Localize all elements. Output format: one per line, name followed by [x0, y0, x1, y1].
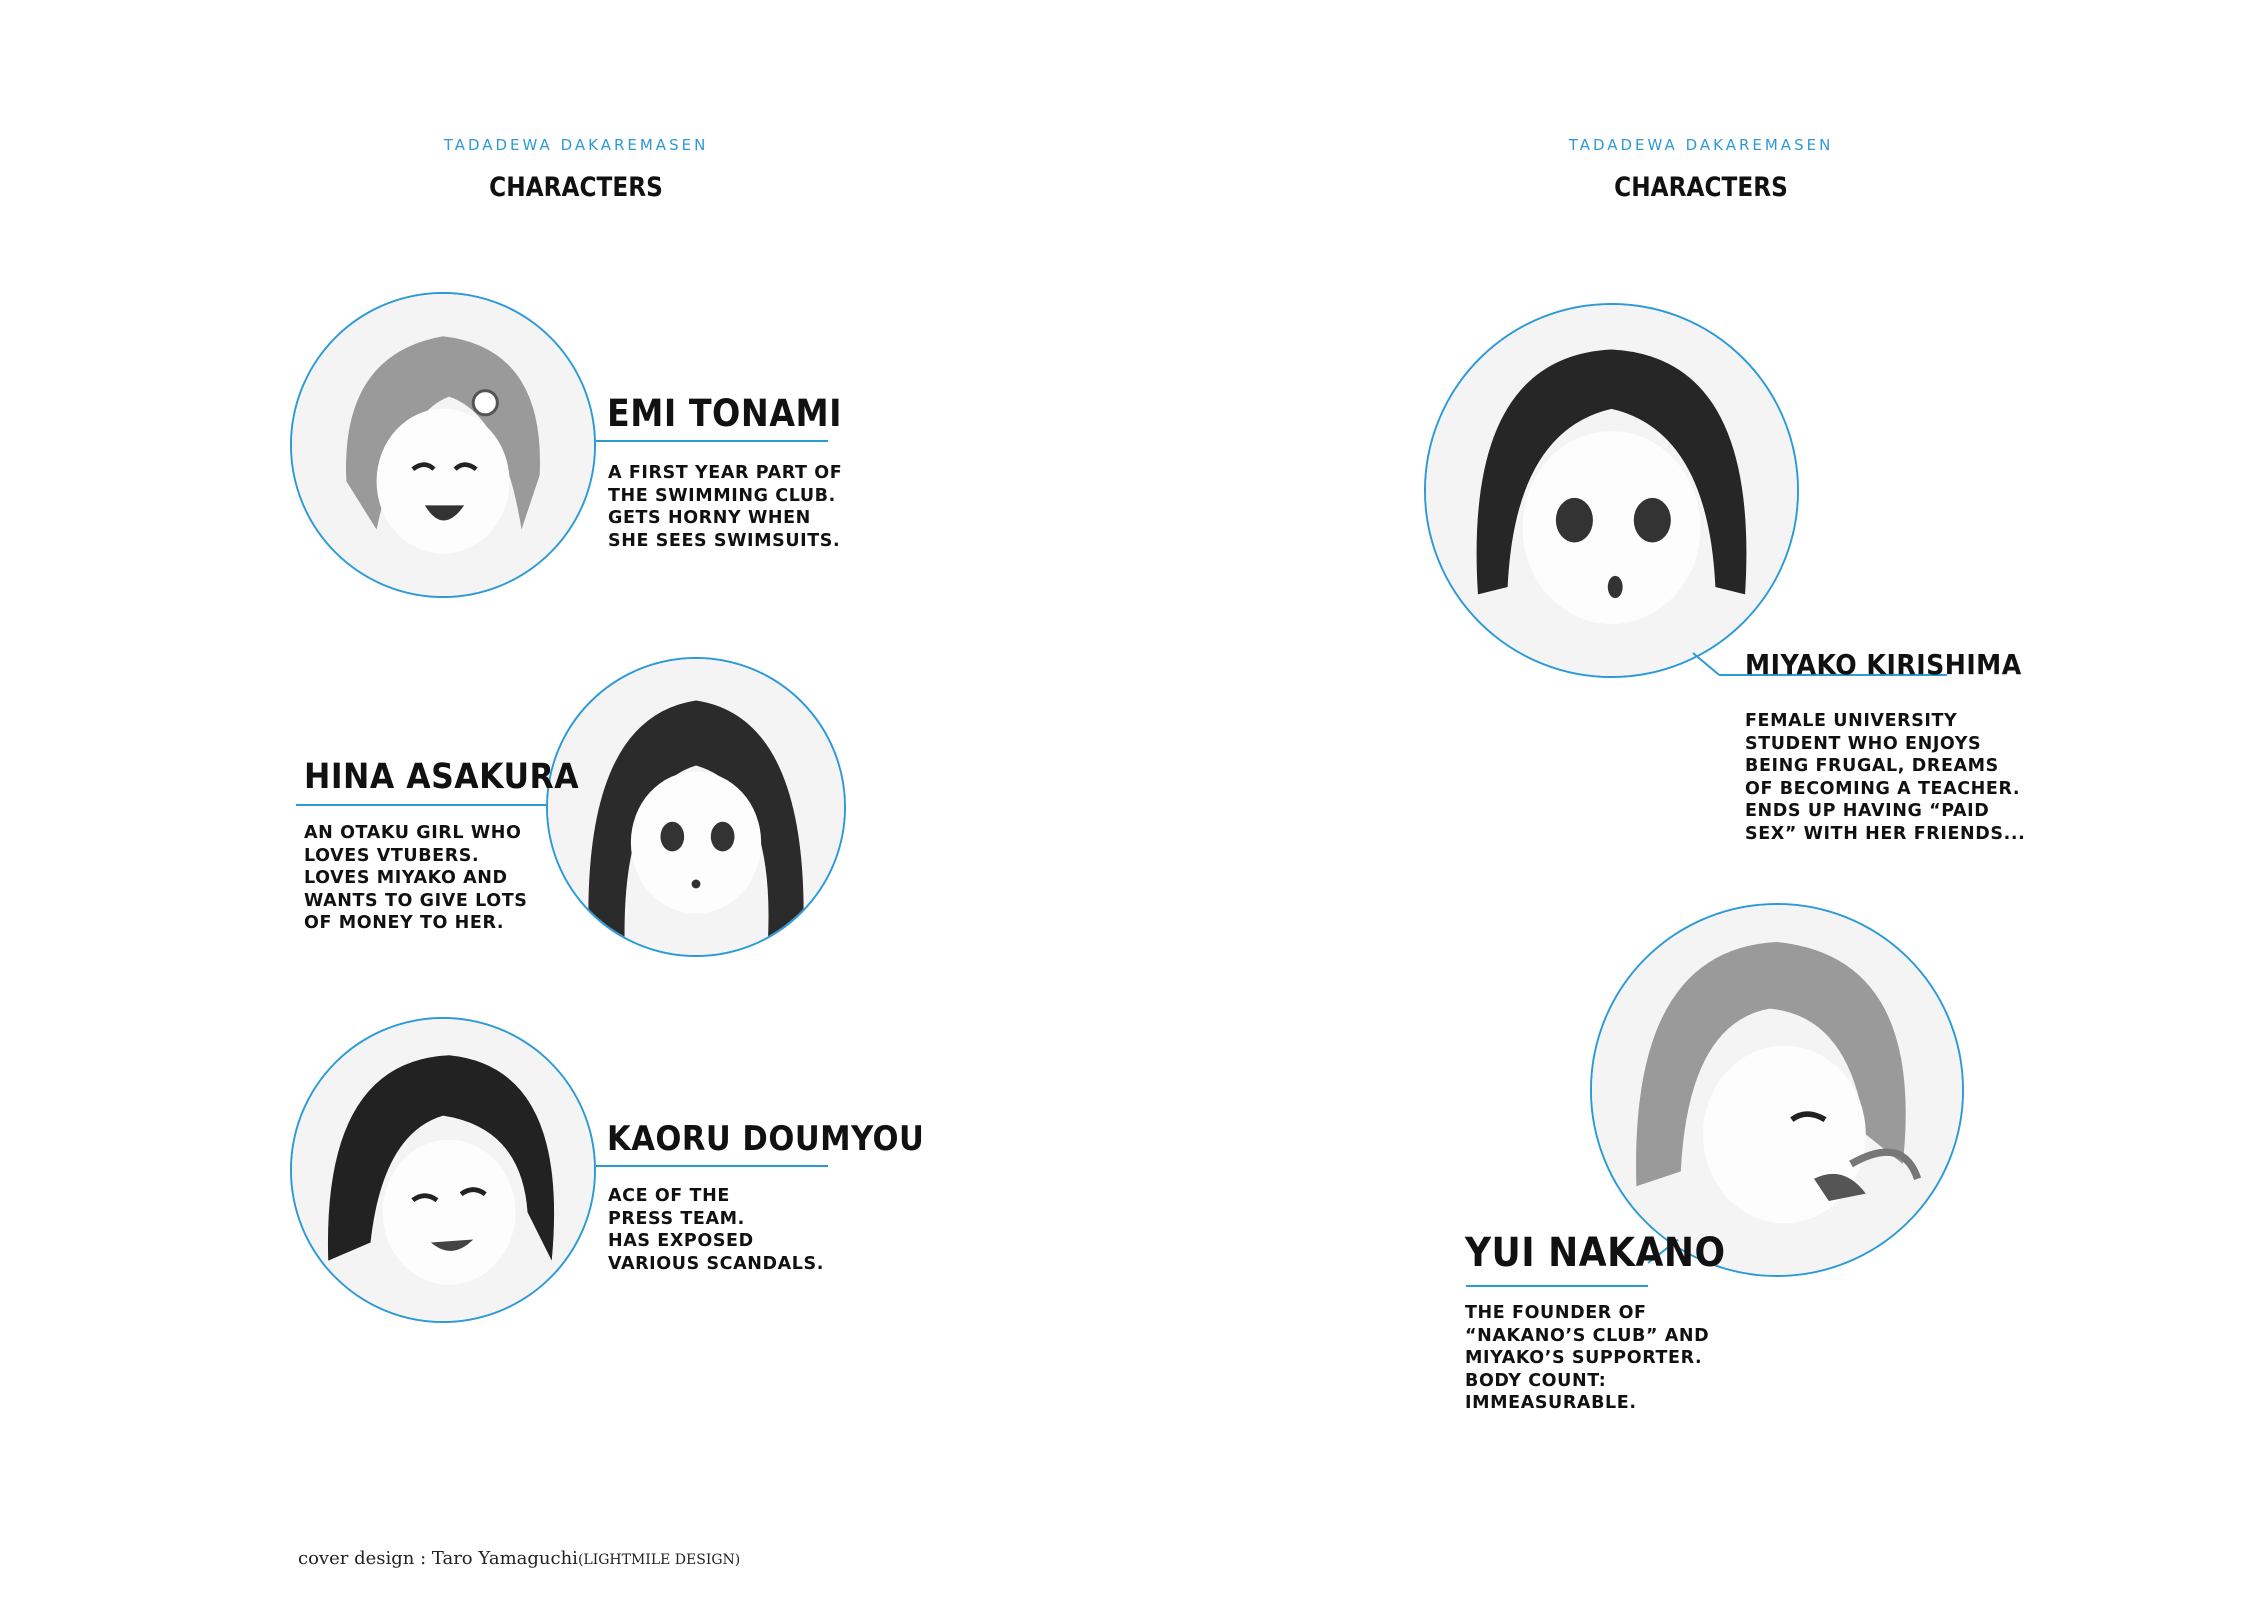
character-description: FEMALE UNIVERSITY STUDENT WHO ENJOYS BEING FRUGAL, DREAMS OF BECOMING A TEACHER. ENDS UP HAVING “PAID SEX” WITH HER FRIENDS... [1745, 711, 2026, 844]
character-name: YUI NAKANO [1465, 1230, 1726, 1276]
character-description: ACE OF THE PRESS TEAM. HAS EXPOSED VARIOUS SCANDALS. [608, 1186, 824, 1274]
character-description: AN OTAKU GIRL WHO LOVES VTUBERS. LOVES MIYAKO AND WANTS TO GIVE LOTS OF MONEY TO HER. [304, 823, 528, 933]
girl-portrait-icon [1592, 905, 1962, 1275]
divider-line [296, 804, 546, 806]
portrait-yui-nakano [1590, 903, 1964, 1277]
divider-line [596, 440, 828, 442]
series-title: TADADEWA DAKAREMASEN [443, 136, 709, 154]
right-page [1125, 0, 2250, 1600]
character-name: EMI TONAMI [607, 392, 842, 435]
character-name: MIYAKO KIRISHIMA [1745, 648, 2022, 681]
character-description: A FIRST YEAR PART OF THE SWIMMING CLUB. GETS HORNY WHEN SHE SEES SWIMSUITS. [608, 463, 843, 551]
portrait-emi-tonami [290, 292, 596, 598]
credit-studio: (LIGHTMILE DESIGN) [577, 1552, 741, 1568]
portrait-hina-asakura [546, 657, 846, 957]
cover-credit [298, 1548, 740, 1569]
series-title: TADADEWA DAKAREMASEN [1568, 136, 1834, 154]
divider-line [1692, 652, 1719, 675]
portrait-kaoru-doumyou [290, 1017, 596, 1323]
page-heading: CHARACTERS [1614, 172, 1788, 203]
character-name: HINA ASAKURA [304, 757, 580, 797]
girl-portrait-icon [292, 1019, 594, 1321]
page-heading: CHARACTERS [489, 172, 663, 203]
portrait-miyako-kirishima [1424, 303, 1799, 678]
divider-line [596, 1165, 828, 1167]
credit-label: cover design : Taro Yamaguchi [298, 1548, 578, 1569]
girl-portrait-icon [1426, 305, 1797, 676]
character-name: KAORU DOUMYOU [607, 1119, 925, 1159]
divider-line [1466, 1285, 1648, 1287]
girl-portrait-icon [292, 294, 594, 596]
girl-portrait-icon [548, 659, 844, 955]
character-description: THE FOUNDER OF “NAKANO’S CLUB” AND MIYAKO’S SUPPORTER. BODY COUNT: IMMEASURABLE. [1465, 1303, 1710, 1413]
